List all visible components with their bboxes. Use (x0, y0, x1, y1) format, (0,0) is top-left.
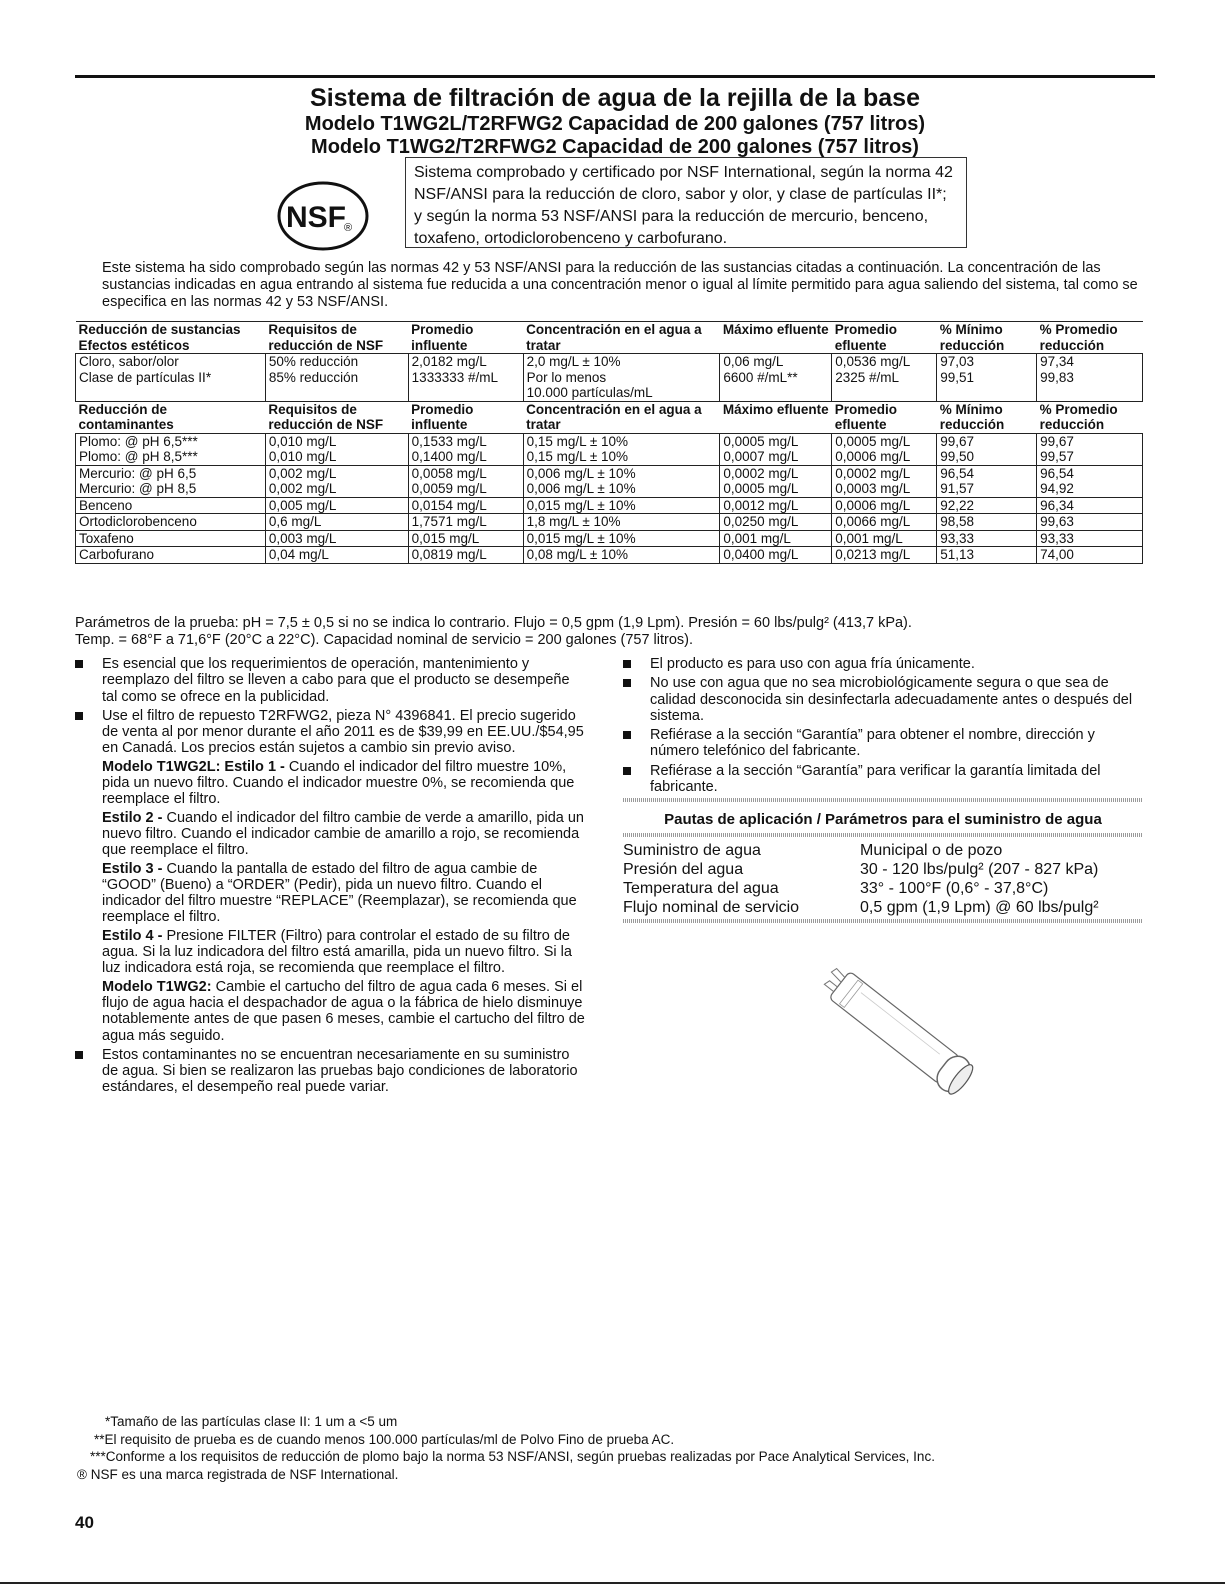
table-cell: 0,15 mg/L ± 10% 0,15 mg/L ± 10% (523, 433, 720, 465)
table-cell: Benceno (76, 497, 266, 514)
square-bullet-icon (75, 1051, 83, 1059)
page-title: Sistema de filtración de agua de la rejilla de la base (310, 84, 920, 112)
table-cell: 0,010 mg/L 0,010 mg/L (265, 433, 408, 465)
table-cell: 0,0012 mg/L (720, 497, 832, 514)
column-header: Concentración en el agua a tratar (523, 401, 720, 433)
model-t1wg2-text: Cambie el cartucho del filtro de agua cada 6 meses. Si el flujo de agua hacia el despachador de agua o la fábrica de hielo disminuye notablemente antes de que pasen 6 meses, cambie el cartucho del filtro de agua más seguido. (102, 978, 585, 1044)
table-cell: 0,001 mg/L (720, 530, 832, 547)
page-header (75, 84, 1155, 159)
style-1-label: Modelo T1WG2L: Estilo 1 - (102, 758, 285, 775)
table-row (76, 497, 1143, 514)
column-header: Máximo efluente (720, 401, 832, 433)
guideline-label: Temperatura del agua (623, 879, 779, 897)
bullet-item (75, 656, 585, 705)
table-cell: 0,0400 mg/L (720, 547, 832, 564)
bullet-text: Use el filtro de repuesto T2RFWG2, pieza N° 4396841. El precio sugerido de venta al por menor durante el año 2011 es de $39,99 en EE.UU./$54,95 en Canadá. Los precios están sujetos a cambio sin previo aviso. (102, 707, 584, 757)
column-header: Requisitos de reducción de NSF (265, 401, 408, 433)
bullet-item (623, 675, 1143, 724)
bullet-item (623, 763, 1143, 796)
table-row (76, 465, 1143, 497)
bullet-item (623, 727, 1143, 760)
table-cell: 0,0005 mg/L 0,0007 mg/L (720, 433, 832, 465)
table-cell: 0,0002 mg/L 0,0003 mg/L (832, 465, 937, 497)
column-header: % Mínimo reducción (937, 401, 1037, 433)
table-cell: 50% reducción 85% reducción (265, 354, 408, 402)
performance-table (75, 321, 1143, 564)
guideline-label: Presión del agua (623, 860, 744, 878)
table-cell: 0,002 mg/L 0,002 mg/L (265, 465, 408, 497)
table-cell: 96,54 94,92 (1037, 465, 1143, 497)
table-cell: Plomo: @ pH 6,5*** Plomo: @ pH 8,5*** (76, 433, 266, 465)
table-cell: 1,7571 mg/L (408, 514, 523, 531)
column-header: Requisitos de reducción de NSF (265, 322, 408, 354)
column-header: % Promedio reducción (1037, 401, 1143, 433)
table-cell: 0,0536 mg/L 2325 #/mL (832, 354, 937, 402)
table-cell: 93,33 (937, 530, 1037, 547)
table-cell: 0,0002 mg/L 0,0005 mg/L (720, 465, 832, 497)
table-cell: 98,58 (937, 514, 1037, 531)
square-bullet-icon (623, 679, 631, 687)
style-4-paragraph (102, 928, 585, 977)
water-filter-cartridge-icon (805, 955, 995, 1110)
svg-text:NSF: NSF (286, 201, 346, 234)
column-header: % Promedio reducción (1037, 322, 1143, 354)
table-cell: 0,08 mg/L ± 10% (523, 547, 720, 564)
guideline-label: Flujo nominal de servicio (623, 898, 800, 916)
bullet-item (75, 708, 585, 1044)
guideline-value: 30 - 120 lbs/pulg² (207 - 827 kPa) (860, 860, 1099, 878)
style-2-paragraph (102, 810, 585, 859)
table-cell: 99,67 99,57 (1037, 433, 1143, 465)
square-bullet-icon (623, 660, 631, 668)
table-cell: 0,015 mg/L ± 10% (523, 530, 720, 547)
footnote-2: **El requisito de prueba es de cuando menos 100.000 partículas/ml de Polvo Fino de prueba AC. (94, 1431, 675, 1447)
table-cell: 99,63 (1037, 514, 1143, 531)
test-parameters (75, 615, 1155, 649)
model-line-1: Modelo T1WG2L/T2RFWG2 Capacidad de 200 galones (757 litros) (304, 113, 926, 135)
footnote-1: *Tamaño de las partículas clase II: 1 um a <5 um (105, 1414, 398, 1429)
table-cell: 0,0154 mg/L (408, 497, 523, 514)
column-header: Promedio influente (408, 322, 523, 354)
table-cell: 0,04 mg/L (265, 547, 408, 564)
table-row (76, 547, 1143, 564)
table-cell: 0,005 mg/L (265, 497, 408, 514)
table-cell: 0,0066 mg/L (832, 514, 937, 531)
left-column (75, 656, 585, 1099)
table-row (76, 354, 1143, 402)
footnote-4: ® NSF es una marca registrada de NSF International. (77, 1466, 399, 1482)
bottom-rule (0, 1582, 1225, 1584)
bullet-item (75, 1047, 585, 1096)
table-cell: 0,1533 mg/L 0,1400 mg/L (408, 433, 523, 465)
column-header: Promedio efluente (832, 401, 937, 433)
table-cell: 99,67 99,50 (937, 433, 1037, 465)
bullet-text: Refiérase a la sección “Garantía” para verificar la garantía limitada del fabricante. (650, 762, 1101, 796)
table-header-row (76, 322, 1143, 354)
bullet-item (623, 656, 1143, 672)
column-header: Promedio efluente (832, 322, 937, 354)
square-bullet-icon (75, 660, 83, 668)
table-row (76, 530, 1143, 547)
table-cell: 93,33 (1037, 530, 1143, 547)
style-3-label: Estilo 3 - (102, 860, 163, 877)
bullet-text: Estos contaminantes no se encuentran necesariamente en su suministro de agua. Si bien se realizaron las pruebas bajo condiciones de laboratorio estándares, el desempeño real puede variar. (102, 1046, 578, 1096)
style-1-text: Cuando el indicador del filtro muestre 10%, pida un nuevo filtro. Cuando el indicador muestre 0%, se recomienda que reemplace el filtro. (102, 758, 575, 808)
column-header: Concentración en el agua a tratar (523, 322, 720, 354)
certification-box: Sistema comprobado y certificado por NSF International, según la norma 42 NSF/ANSI para la reducción de cloro, sabor y olor, y clase de partículas II*; y según la norma 53 NSF/ANSI para la reducción de mercurio, benceno, toxafeno, ortodiclorobenceno y carbofurano. (405, 157, 967, 248)
table-cell: 0,015 mg/L ± 10% (523, 497, 720, 514)
page-number: 40 (75, 1513, 94, 1532)
square-bullet-icon (623, 767, 631, 775)
table-cell: 74,00 (1037, 547, 1143, 564)
table-cell: Ortodiclorobenceno (76, 514, 266, 531)
table-cell: Toxafeno (76, 530, 266, 547)
table-cell: 96,34 (1037, 497, 1143, 514)
divider (623, 798, 1143, 802)
right-column (623, 656, 1143, 925)
table-cell: Cloro, sabor/olor Clase de partículas II* (76, 354, 266, 402)
model-t1wg2-paragraph (102, 979, 585, 1044)
table-cell: 0,0819 mg/L (408, 547, 523, 564)
top-rule (75, 75, 1155, 78)
guideline-value: 33° - 100°F (0,6° - 37,8°C) (860, 879, 1049, 897)
footnotes (77, 1413, 1157, 1483)
column-header: Reducción de sustancias Efectos estéticos (76, 322, 266, 354)
guideline-value: Municipal o de pozo (860, 841, 1003, 859)
table-cell: 2,0182 mg/L 1333333 #/mL (408, 354, 523, 402)
guideline-row (623, 879, 1099, 898)
guidelines-title: Pautas de aplicación / Parámetros para el suministro de agua (664, 811, 1102, 829)
test-parameters-line-1: Parámetros de la prueba: pH = 7,5 ± 0,5 si no se indica lo contrario. Flujo = 0,5 gpm (1,9 Lpm). Presión = 60 lbs/pulg² (413,7 kPa). (75, 615, 912, 631)
style-1-paragraph (102, 759, 585, 808)
footnote-3: ***Conforme a los requisitos de reducción de plomo bajo la norma 53 NSF/ANSI, según pruebas realizadas por Pace Analytical Services, Inc. (90, 1449, 935, 1464)
guideline-value: 0,5 gpm (1,9 Lpm) @ 60 lbs/pulg² (860, 898, 1099, 916)
table-cell: Carbofurano (76, 547, 266, 564)
test-parameters-line-2: Temp. = 68°F a 71,6°F (20°C a 22°C). Capacidad nominal de servicio = 200 galones (757 litros). (75, 632, 694, 648)
style-4-text: Presione FILTER (Filtro) para controlar el estado de su filtro de agua. Si la luz indicadora del filtro está amarilla, pida un nuevo filtro. Si la luz indicadora está roja, se recomienda que reemplace el filtro. (102, 927, 572, 977)
guideline-row (623, 841, 1099, 860)
table-cell: Mercurio: @ pH 6,5 Mercurio: @ pH 8,5 (76, 465, 266, 497)
table-cell: 0,0005 mg/L 0,0006 mg/L (832, 433, 937, 465)
table-header-row (76, 401, 1143, 433)
style-4-label: Estilo 4 - (102, 927, 163, 944)
guideline-row (623, 898, 1099, 917)
table-cell: 0,06 mg/L 6600 #/mL** (720, 354, 832, 402)
svg-text:®: ® (343, 222, 353, 234)
table-cell: 0,0213 mg/L (832, 547, 937, 564)
table-cell: 0,6 mg/L (265, 514, 408, 531)
table-cell: 0,0058 mg/L 0,0059 mg/L (408, 465, 523, 497)
guideline-label: Suministro de agua (623, 841, 761, 859)
style-3-text: Cuando la pantalla de estado del filtro de agua cambie de “GOOD” (Bueno) a “ORDER” (Pedir), pida un nuevo filtro. Cuando el indicador del filtro muestre “REPLACE” (Reemplazar), se recomienda que reemplace el filtro. (102, 860, 577, 926)
bullet-text: El producto es para uso con agua fría únicamente. (650, 656, 975, 672)
bullet-text: Refiérase a la sección “Garantía” para obtener el nombre, dirección y número telefónico del fabricante. (650, 727, 1095, 760)
column-header: Promedio influente (408, 401, 523, 433)
model-t1wg2-label: Modelo T1WG2: (102, 978, 212, 995)
table-cell: 0,001 mg/L (832, 530, 937, 547)
style-3-paragraph (102, 861, 585, 926)
divider (623, 919, 1143, 923)
table-cell: 0,0250 mg/L (720, 514, 832, 531)
column-header: Reducción de contaminantes (76, 401, 266, 433)
guidelines-table (623, 841, 1099, 917)
table-cell: 0,006 mg/L ± 10% 0,006 mg/L ± 10% (523, 465, 720, 497)
column-header: % Mínimo reducción (937, 322, 1037, 354)
table-cell: 51,13 (937, 547, 1037, 564)
style-2-label: Estilo 2 - (102, 809, 163, 826)
nsf-logo-icon (276, 181, 370, 251)
square-bullet-icon (75, 712, 83, 720)
table-row (76, 433, 1143, 465)
guideline-row (623, 860, 1099, 879)
table-cell: 0,015 mg/L (408, 530, 523, 547)
divider (623, 833, 1143, 837)
table-cell: 0,0006 mg/L (832, 497, 937, 514)
table-cell: 2,0 mg/L ± 10% Por lo menos 10.000 partículas/mL (523, 354, 720, 402)
style-2-text: Cuando el indicador del filtro cambie de verde a amarillo, pida un nuevo filtro. Cuando el indicador cambie de amarillo a rojo, se recomienda que reemplace el filtro. (102, 809, 584, 859)
square-bullet-icon (623, 731, 631, 739)
intro-paragraph: Este sistema ha sido comprobado según las normas 42 y 53 NSF/ANSI para la reducción de las sustancias citadas a continuación. La concentración de las sustancias indicadas en agua entrando al sistema fue reducida a una concentración menor o igual al límite permitido para agua saliendo del sistema, tal como se especifica en las normas 42 y 53 NSF/ANSI. (102, 260, 1138, 310)
table-row (76, 514, 1143, 531)
table-cell: 92,22 (937, 497, 1037, 514)
column-header: Máximo efluente (720, 322, 832, 354)
table-cell: 1,8 mg/L ± 10% (523, 514, 720, 531)
bullet-text: Es esencial que los requerimientos de operación, mantenimiento y reemplazo del filtro se lleven a cabo para que el producto se desempeñe tal como se ofrece en la publicidad. (102, 656, 570, 705)
model-line-2: Modelo T1WG2/T2RFWG2 Capacidad de 200 galones (757 litros) (311, 136, 919, 158)
table-cell: 96,54 91,57 (937, 465, 1037, 497)
bullet-text: No use con agua que no sea microbiológicamente segura o que sea de calidad desconocida sin desinfectarla adecuadamente antes o después del sistema. (650, 675, 1133, 724)
table-cell: 97,34 99,83 (1037, 354, 1143, 402)
table-cell: 0,003 mg/L (265, 530, 408, 547)
table-cell: 97,03 99,51 (937, 354, 1037, 402)
